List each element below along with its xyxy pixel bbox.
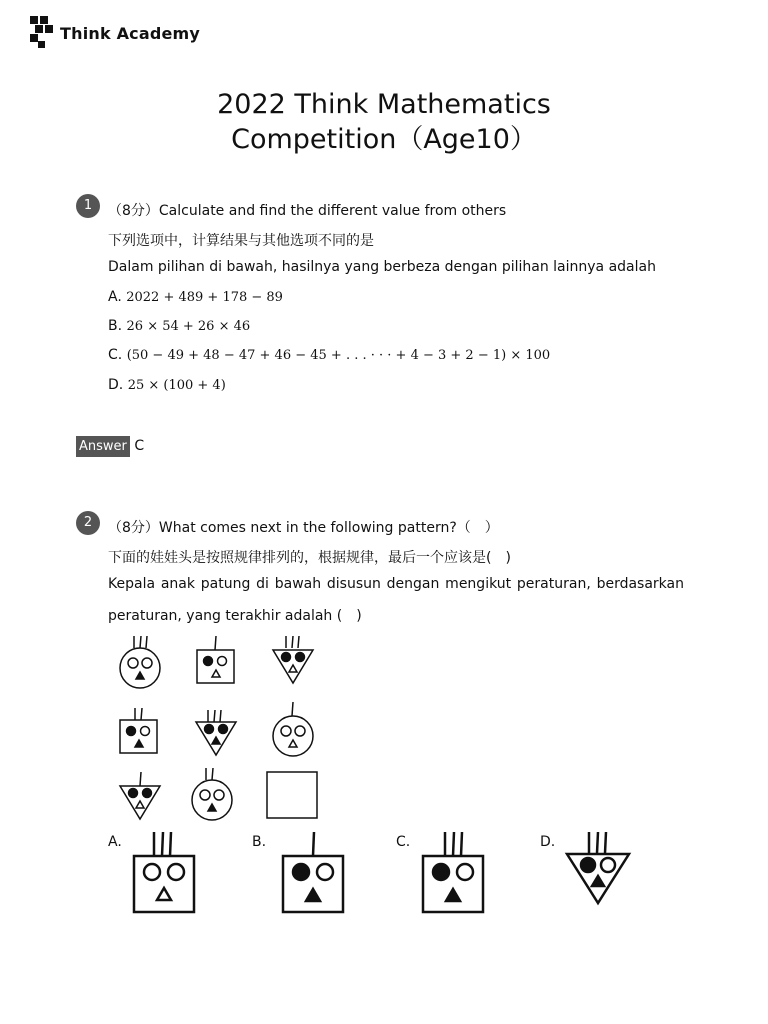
question-1-badge: 1 bbox=[76, 194, 100, 218]
q1-option-d bbox=[108, 377, 226, 393]
think-academy-logo-icon bbox=[28, 14, 56, 50]
q2-choice-a-label: A. bbox=[108, 834, 122, 850]
q2-chinese: 下面的娃娃头是按照规律排列的，根据规律，最后一个应该是( ) bbox=[108, 550, 511, 566]
q2-choice-c-label: C. bbox=[396, 834, 411, 850]
square-head-icon bbox=[197, 636, 234, 683]
option-expression: 25 × (100 + 4) bbox=[127, 378, 226, 393]
q1-malay: Dalam pilihan di bawah, hasilnya yang berbeza dengan pilihan lainnya adalah bbox=[108, 259, 656, 275]
brand-name: Think Academy bbox=[60, 24, 201, 43]
q2-choices-figure bbox=[125, 826, 645, 918]
page-title-line2: Competition（Age10） bbox=[231, 124, 537, 155]
square-head-icon bbox=[120, 708, 157, 753]
option-expression: (50 − 49 + 48 − 47 + 46 − 45 + . . . · · · + 4 − 3 + 2 − 1) × 100 bbox=[126, 348, 551, 363]
triangle-head-icon bbox=[273, 636, 313, 683]
q1-option-c bbox=[108, 347, 550, 363]
answer-value: C bbox=[134, 438, 145, 454]
choice-b-square-head-icon bbox=[283, 832, 343, 912]
choice-c-square-head-icon bbox=[423, 832, 483, 912]
option-label: B. bbox=[108, 318, 123, 334]
option-expression: 26 × 54 + 26 × 46 bbox=[126, 319, 251, 334]
q2-malay-line2: peraturan, yang terakhir adalah ( ) bbox=[108, 608, 362, 624]
triangle-head-icon bbox=[120, 772, 160, 819]
circle-head-icon bbox=[273, 702, 313, 756]
answer-blank-box bbox=[267, 772, 317, 818]
answer-tag: Answer bbox=[76, 436, 130, 457]
q2-malay-line1: Kepala anak patung di bawah disusun dengan mengikut peraturan, berdasarkan bbox=[108, 576, 684, 592]
q1-english: （8分）Calculate and find the different value from others bbox=[108, 203, 507, 219]
circle-head-icon bbox=[192, 768, 232, 820]
option-label: C. bbox=[108, 347, 123, 363]
doll-head-pattern-figure bbox=[100, 628, 340, 828]
q2-choice-d-label: D. bbox=[540, 834, 556, 850]
choice-a-square-head-icon bbox=[134, 832, 194, 912]
q1-answer bbox=[76, 438, 144, 454]
q1-option-a bbox=[108, 289, 283, 305]
page-title-line1: 2022 Think Mathematics bbox=[217, 89, 551, 120]
question-2-badge: 2 bbox=[76, 511, 100, 535]
q1-chinese: 下列选项中，计算结果与其他选项不同的是 bbox=[108, 233, 374, 249]
q1-option-b bbox=[108, 318, 250, 334]
triangle-head-icon bbox=[196, 710, 236, 755]
q2-choice-b-label: B. bbox=[252, 834, 267, 850]
option-label: D. bbox=[108, 377, 124, 393]
option-label: A. bbox=[108, 289, 122, 305]
option-expression: 2022 + 489 + 178 − 89 bbox=[126, 290, 283, 305]
circle-head-icon bbox=[120, 636, 160, 688]
choice-d-triangle-head-icon bbox=[567, 832, 629, 903]
q2-english: （8分）What comes next in the following pattern?（ ） bbox=[108, 520, 499, 536]
